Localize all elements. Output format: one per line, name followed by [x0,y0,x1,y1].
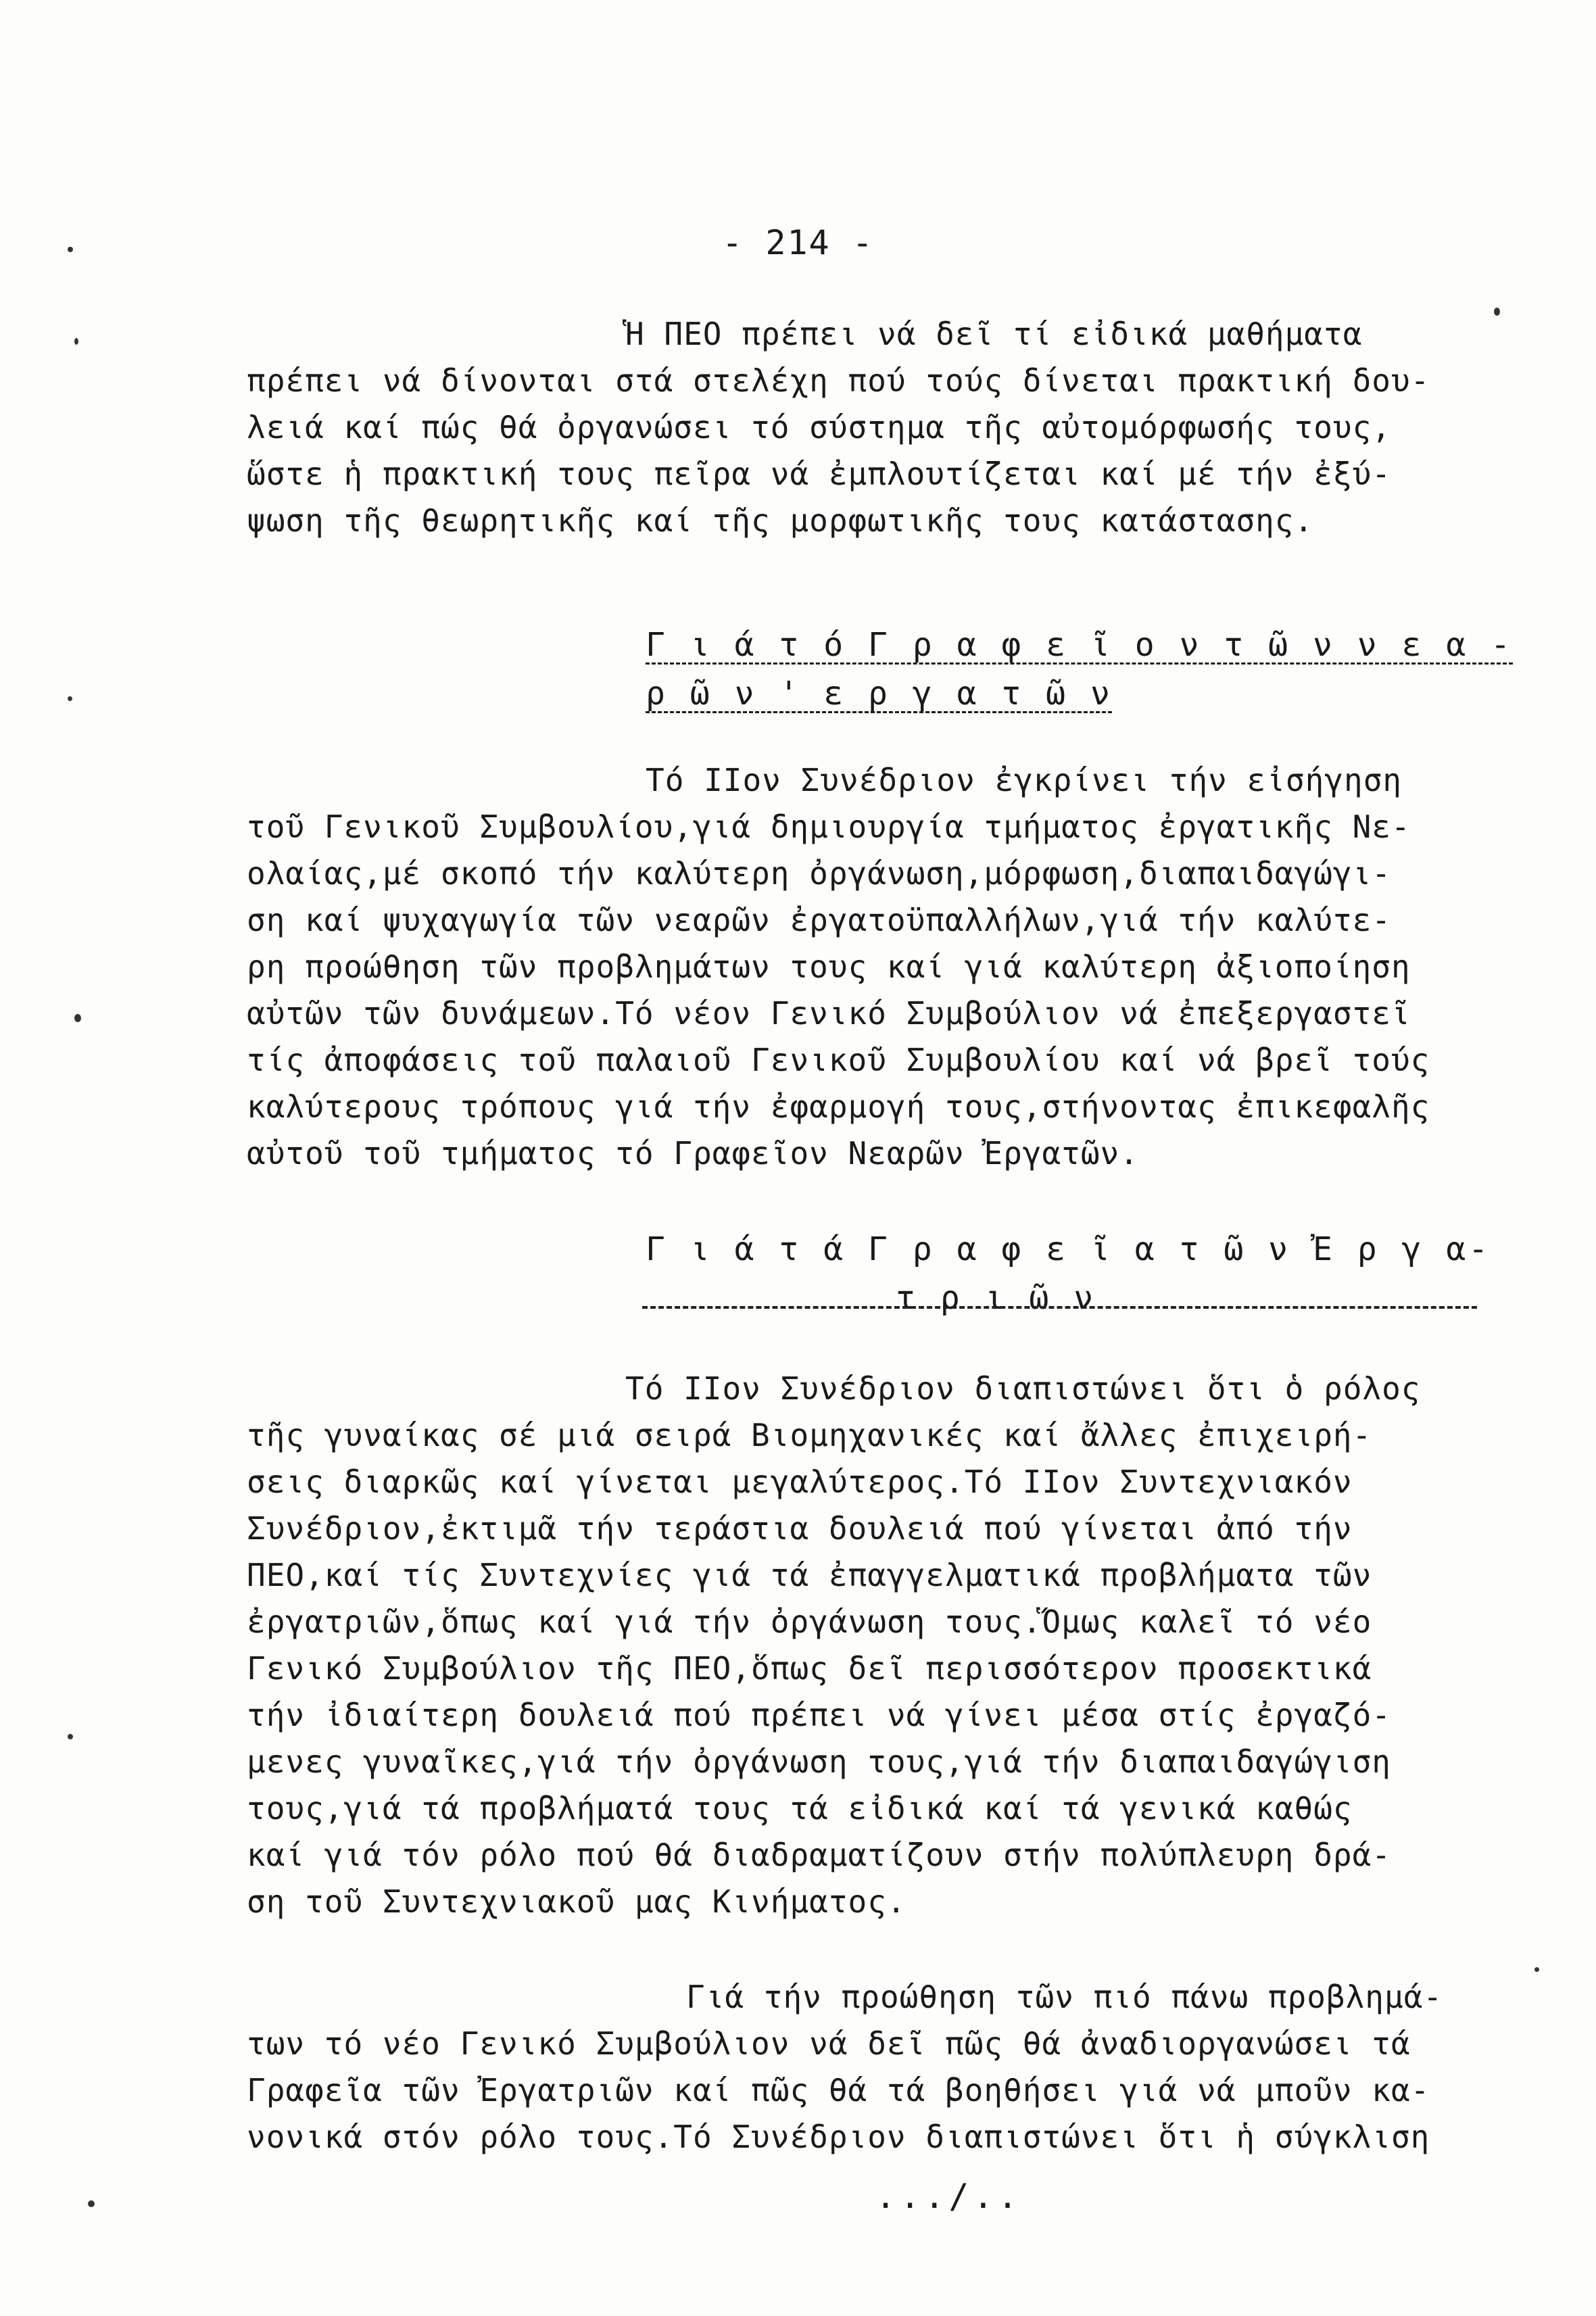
dashed-divider [642,1306,1477,1309]
text-line: καλύτερους τρόπους γιά τήν ἐφαρμογή τους,στήνοντας ἐπικεφαλῆς [247,1088,1430,1125]
text-line: Γιά τήν προώθηση τῶν πιό πάνω προβλημά- [686,1979,1443,2015]
text-line: ολαίας,μέ σκοπό τήν καλύτερη ὀργάνωση,μόρφωση,διαπαιδαγώγι- [247,855,1391,892]
text-line: Τό ΙΙον Συνέδριον ἐγκρίνει τήν εἰσήγηση [646,762,1403,798]
text-line: ΠΕΟ,καί τίς Συντεχνίες γιά τά ἐπαγγελματικά προβλήματα τῶν [247,1557,1372,1593]
text-line: αὐτοῦ τοῦ τμήματος τό Γραφεῖον Νεαρῶν Ἐργατῶν. [247,1135,1139,1172]
text-line: Συνέδριον,ἐκτιμᾶ τήν τεράστια δουλειά πού γίνεται ἀπό τήν [247,1510,1353,1547]
scan-speck [68,1734,73,1739]
text-line: πρέπει νά δίνονται στά στελέχη πού τούς δίνεται πρακτική δου- [247,362,1430,399]
text-line: Γενικό Συμβούλιον τῆς ΠΕΟ,ὅπως δεῖ περισσότερον προσεκτικά [247,1650,1372,1687]
heading-line: ρ ῶ ν ' ε ρ γ α τ ῶ ν [646,675,1113,713]
text-line: των τό νέο Γενικό Συμβούλιον νά δεῖ πῶς θά ἀναδιοργανώσει τά [247,2025,1411,2062]
heading-line: τ ρ ι ῶ ν [896,1279,1096,1317]
scan-speck [88,2200,95,2207]
text-line: ψωση τῆς θεωρητικῆς καί τῆς μορφωτικῆς τους κατάστασης. [247,502,1314,539]
text-line: ὥστε ἡ πρακτική τους πεῖρα νά ἐμπλουτίζεται καί μέ τήν ἐξύ- [247,456,1391,492]
heading-line: Γ ι ά τ ό Γ ρ α φ ε ῖ ο ν τ ῶ ν ν ε α - [646,626,1514,664]
text-line: καί γιά τόν ρόλο πού θά διαδραματίζουν στήν πολύπλευρη δρά- [247,1837,1391,1873]
text-line: ση τοῦ Συντεχνιακοῦ μας Κινήματος. [247,1883,906,1920]
text-line: ση καί ψυχαγωγία τῶν νεαρῶν ἐργατοϋπαλλήλων,γιά τήν καλύτε- [247,902,1391,938]
text-line: τοῦ Γενικοῦ Συμβουλίου,γιά δημιουργία τμήματος ἐργατικῆς Νε- [247,809,1411,845]
text-line: τους,γιά τά προβλήματά τους τά εἰδικά καί τά γενικά καθώς [247,1790,1353,1827]
text-line: τῆς γυναίκας σέ μιά σειρά Βιομηχανικές καί ἄλλες ἐπιχειρή- [247,1417,1372,1453]
page-number: - 214 - [722,223,874,262]
text-line: Ἡ ΠΕΟ πρέπει νά δεῖ τί εἰδικά μαθήματα [625,316,1363,352]
scan-speck [1494,308,1500,316]
text-line: ρη προώθηση τῶν προβλημάτων τους καί γιά καλύτερη ἀξιοποίηση [247,948,1411,985]
scan-speck [74,338,78,345]
continuation-mark: .../.. [875,2177,1022,2216]
text-line: μενες γυναῖκες,γιά τήν ὀργάνωση τους,γιά τήν διαπαιδαγώγιση [247,1743,1391,1780]
text-line: τίς ἀποφάσεις τοῦ παλαιοῦ Γενικοῦ Συμβουλίου καί νά βρεῖ τούς [247,1042,1430,1078]
paragraph-women-workers [247,1366,1477,1925]
text-line: Τό ΙΙον Συνέδριον διαπιστώνει ὅτι ὁ ρόλος [625,1370,1421,1407]
text-line: νονικά στόν ρόλο τους.Τό Συνέδριον διαπιστώνει ὅτι ἡ σύγκλιση [247,2119,1430,2155]
section-heading-young-workers [646,621,1513,718]
scan-speck [74,1014,81,1022]
text-line: σεις διαρκῶς καί γίνεται μεγαλύτερος.Τό ΙΙον Συντεχνιακόν [247,1464,1353,1500]
paragraph-women-offices-reorganization [247,1974,1477,2161]
scan-speck [1534,1967,1539,1972]
paragraph-young-workers-office [247,757,1477,1177]
text-line: τήν ἰδιαίτερη δουλειά πού πρέπει νά γίνει μέσα στίς ἐργαζό- [247,1697,1391,1733]
text-line: λειά καί πώς θά ὀργανώσει τό σύστημα τῆς αὐτομόρφωσής τους, [247,409,1391,445]
text-line: Γραφεῖα τῶν Ἐργατριῶν καί πῶς θά τά βοηθήσει γιά νά μποῦν κα- [247,2072,1430,2108]
scan-speck [68,696,72,701]
scan-speck [68,247,73,252]
heading-line: Γ ι ά τ ά Γ ρ α φ ε ῖ α τ ῶ ν Ἐ ρ γ α- [646,1230,1491,1268]
paragraph-peo-training [247,311,1477,544]
text-line: ἐργατριῶν,ὅπως καί γιά τήν ὀργάνωση τους.Ὅμως καλεῖ τό νέο [247,1603,1372,1640]
text-line: αὐτῶν τῶν δυνάμεων.Τό νέον Γενικό Συμβούλιον νά ἐπεξεργαστεῖ [247,995,1411,1032]
